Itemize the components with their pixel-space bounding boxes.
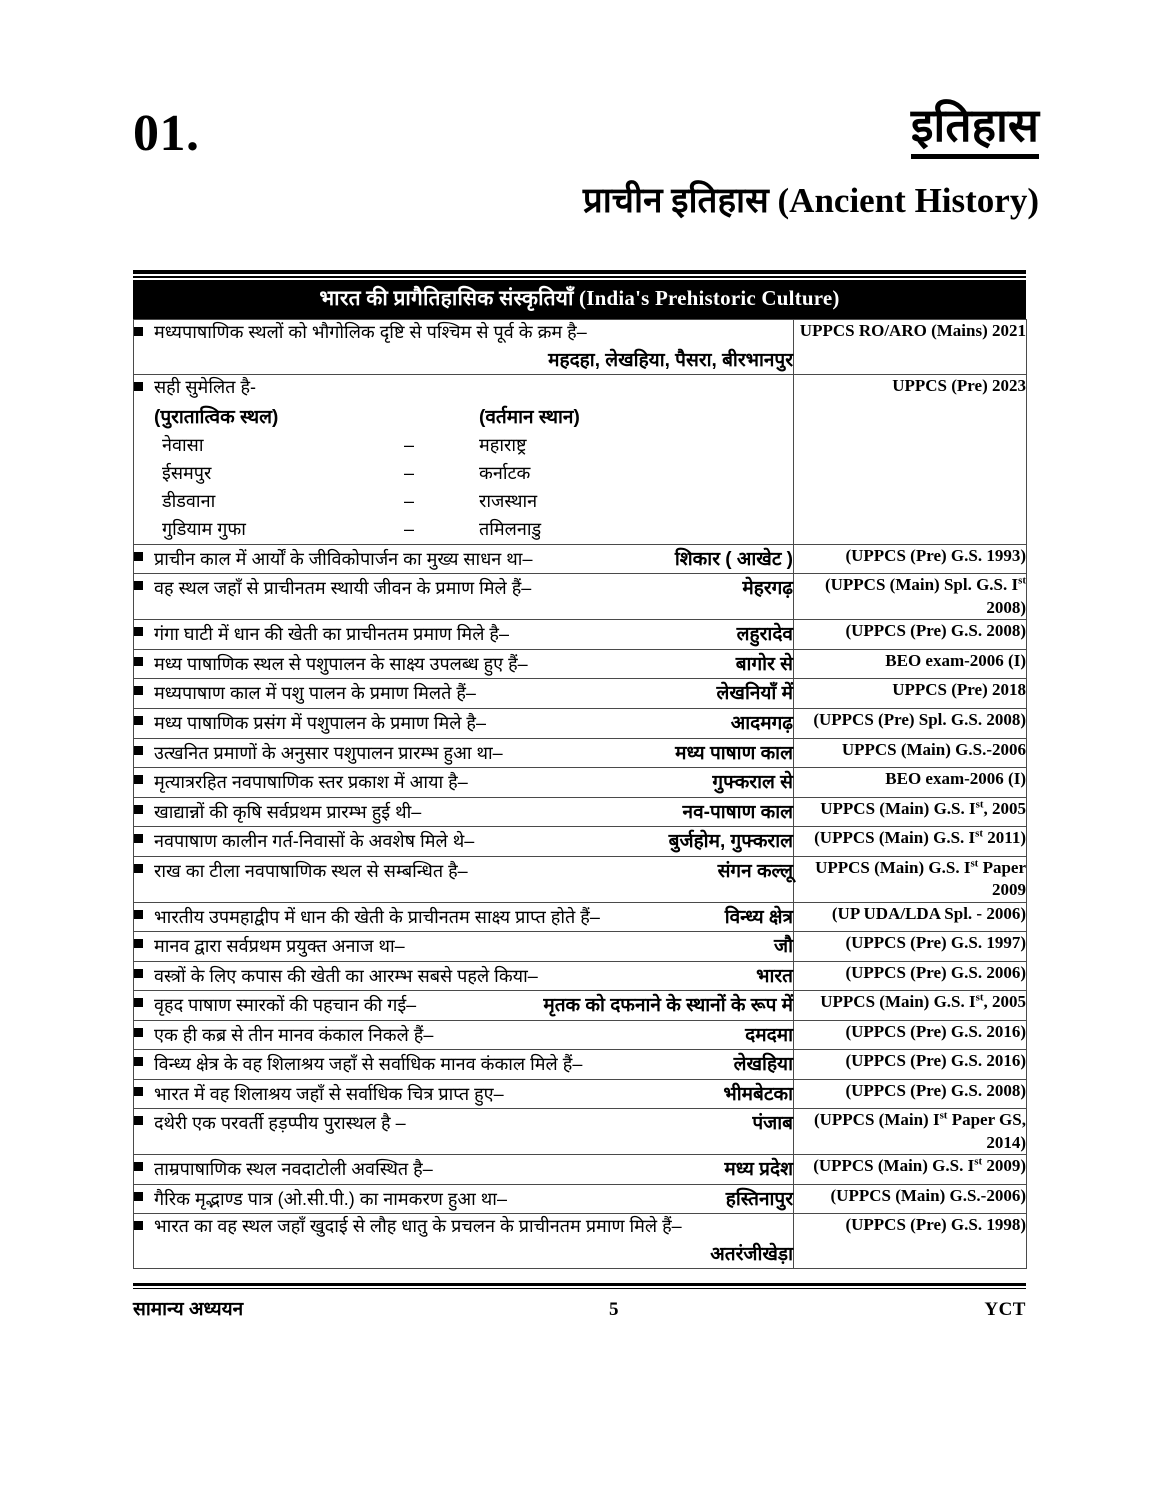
exam-source-cell: (UPPCS (Main) G.S. Ist 2009) <box>794 1155 1027 1185</box>
exam-source-cell: UPPCS (Main) G.S. Ist, 2005 <box>794 797 1027 827</box>
answer-text: दमदमा <box>745 1024 793 1046</box>
exam-source-cell: UPPCS (Main) G.S. Ist, 2005 <box>794 991 1027 1021</box>
section-banner-title: भारत की प्रागैतिहासिक संस्कृतियाँ (India's Prehistoric Culture) <box>133 280 1026 319</box>
table-row <box>134 620 1027 650</box>
question-text: सही सुमेलित है- <box>154 377 256 398</box>
exam-source-cell: (UPPCS (Main) Ist Paper GS, 2014) <box>794 1109 1027 1155</box>
question-body <box>154 709 793 738</box>
question-cell <box>134 320 794 375</box>
question-cell <box>134 708 794 738</box>
question-body <box>154 857 793 886</box>
bullet-icon <box>134 768 154 787</box>
question-body <box>154 1021 793 1050</box>
bullet-icon <box>134 709 154 728</box>
match-dash: – <box>404 435 415 456</box>
exam-source-cell: UPPCS RO/ARO (Mains) 2021 <box>794 320 1027 375</box>
exam-source-cell: (UPPCS (Pre) Spl. G.S. 2008) <box>794 708 1027 738</box>
match-dash: – <box>404 463 415 484</box>
match-site-name: गुडियाम गुफा <box>162 519 246 539</box>
question-cell <box>134 1079 794 1109</box>
table-row <box>134 1184 1027 1214</box>
answer-text: भारत <box>756 965 793 987</box>
bullet-icon <box>134 1109 154 1128</box>
question-body <box>154 827 793 856</box>
bullet-icon <box>134 620 154 639</box>
section-banner-wrap <box>133 270 1026 319</box>
table-row <box>134 961 1027 991</box>
question-body <box>154 962 793 991</box>
question-body <box>154 739 793 768</box>
answer-text: शिकार ( आखेट ) <box>674 548 793 570</box>
question-cell <box>134 797 794 827</box>
bullet-icon <box>134 545 154 564</box>
match-pair-row <box>154 488 793 516</box>
bullet-icon <box>134 932 154 951</box>
match-pair-row <box>154 460 793 488</box>
answer-text: मध्य पाषाण काल <box>675 742 793 764</box>
answer-text: लहुरादेव <box>736 624 793 646</box>
question-text: प्राचीन काल में आर्यों के जीविकोपार्जन का मुख्य साधन था– <box>154 548 533 569</box>
bullet-icon <box>134 1021 154 1040</box>
question-cell <box>134 856 794 902</box>
question-text: खाद्यान्नों की कृषि सर्वप्रथम प्रारम्भ हुई थी– <box>154 801 422 822</box>
questions-table-body <box>134 320 1027 1269</box>
question-cell <box>134 679 794 709</box>
exam-source-cell: (UPPCS (Main) Spl. G.S. Ist 2008) <box>794 574 1027 620</box>
exam-source-cell: UPPCS (Pre) 2018 <box>794 679 1027 709</box>
subject-title: इतिहास <box>911 100 1039 159</box>
table-row <box>134 1079 1027 1109</box>
answer-text: हस्तिनापुर <box>725 1188 793 1210</box>
table-row <box>134 991 1027 1021</box>
question-text: दथेरी एक परवर्ती हड़प्पीय पुरास्थल है – <box>154 1113 406 1134</box>
question-body <box>154 545 793 574</box>
page-number: 5 <box>609 1299 619 1321</box>
bullet-icon <box>134 574 154 593</box>
question-text: भारतीय उपमहाद्वीप में धान की खेती के प्राचीनतम साक्ष्य प्राप्त होते हैं– <box>154 906 600 927</box>
table-row <box>134 797 1027 827</box>
match-site-name: नेवासा <box>162 435 204 456</box>
question-cell <box>134 1020 794 1050</box>
exam-source-cell: (UP UDA/LDA Spl. - 2006) <box>794 902 1027 932</box>
exam-source-cell: (UPPCS (Pre) G.S. 2008) <box>794 620 1027 650</box>
answer-text: आदमगढ़ <box>730 712 793 734</box>
match-location-name: महाराष्ट्र <box>479 435 527 456</box>
answer-text: लेखहिया <box>733 1054 793 1076</box>
question-body <box>154 1185 793 1214</box>
match-header-left: (पुरातात्विक स्थल) <box>154 406 279 428</box>
match-pair-row <box>154 432 793 460</box>
footer-left-label: सामान्य अध्ययन <box>133 1299 244 1321</box>
question-text: वस्त्रों के लिए कपास की खेती का आरम्भ सबसे पहले किया– <box>154 965 538 986</box>
table-row <box>134 375 1027 545</box>
question-text: मध्य पाषाणिक स्थल से पशुपालन के साक्ष्य उपलब्ध हुए हैं– <box>154 653 528 674</box>
bullet-icon <box>134 798 154 817</box>
bullet-icon <box>134 991 154 1010</box>
question-body <box>154 798 793 827</box>
question-body <box>154 574 793 603</box>
answer-text: जौ <box>773 936 793 958</box>
question-text: राख का टीला नवपाषाणिक स्थल से सम्बन्धित है– <box>154 860 468 881</box>
answer-text: महदहा, लेखहिया, पैसरा, बीरभानपुर <box>548 349 793 371</box>
question-text: मानव द्वारा सर्वप्रथम प्रयुक्त अनाज था– <box>154 936 405 957</box>
question-body <box>154 1109 793 1138</box>
question-cell <box>134 1214 794 1269</box>
question-body <box>154 620 793 649</box>
bullet-icon <box>134 1185 154 1204</box>
question-body <box>154 1214 793 1268</box>
chapter-number: 01. <box>133 105 200 162</box>
question-body <box>154 1080 793 1109</box>
exam-source-cell: (UPPCS (Pre) G.S. 2008) <box>794 1079 1027 1109</box>
question-cell <box>134 620 794 650</box>
banner-rule-thin <box>133 276 1026 278</box>
question-cell <box>134 768 794 798</box>
question-text: विन्ध्य क्षेत्र के वह शिलाश्रय जहाँ से सर्वाधिक मानव कंकाल मिले हैं– <box>154 1054 583 1075</box>
match-dash: – <box>404 519 415 539</box>
question-body <box>154 679 793 708</box>
question-cell <box>134 738 794 768</box>
question-text: गंगा घाटी में धान की खेती का प्राचीनतम प्रमाण मिले है– <box>154 624 509 645</box>
match-pair-row <box>154 516 793 544</box>
exam-source-cell: BEO exam-2006 (I) <box>794 768 1027 798</box>
question-text: मृत्यात्ररहित नवपाषाणिक स्तर प्रकाश में आया है– <box>154 772 468 793</box>
page-footer <box>133 1283 1026 1321</box>
bullet-icon <box>134 1214 154 1233</box>
question-text: मध्यपाषाण काल में पशु पालन के प्रमाण मिलते हैं– <box>154 683 476 704</box>
question-cell <box>134 544 794 574</box>
question-text: वह स्थल जहाँ से प्राचीनतम स्थायी जीवन के प्रमाण मिले हैं– <box>154 578 532 599</box>
table-row <box>134 708 1027 738</box>
match-site-name: डीडवाना <box>162 491 216 512</box>
question-cell <box>134 932 794 962</box>
bullet-icon <box>134 903 154 922</box>
bullet-icon <box>134 679 154 698</box>
question-body <box>154 320 793 374</box>
bullet-icon <box>134 857 154 876</box>
answer-text: अतरंजीखेड़ा <box>710 1243 793 1265</box>
answer-text: नव-पाषाण काल <box>682 801 793 823</box>
table-row <box>134 679 1027 709</box>
exam-source-cell: (UPPCS (Pre) G.S. 2016) <box>794 1050 1027 1080</box>
exam-source-cell: (UPPCS (Pre) G.S. 2016) <box>794 1020 1027 1050</box>
table-row <box>134 1155 1027 1185</box>
question-body <box>154 903 793 932</box>
exam-source-cell: UPPCS (Pre) 2023 <box>794 375 1027 545</box>
question-text: गैरिक मृद्भाण्ड पात्र (ओ.सी.पी.) का नामकरण हुआ था– <box>154 1188 507 1209</box>
bullet-icon <box>134 650 154 669</box>
exam-source-cell: UPPCS (Main) G.S.-2006 <box>794 738 1027 768</box>
page-header <box>133 100 1039 258</box>
answer-text: बागोर से <box>735 653 793 675</box>
exam-source-cell: (UPPCS (Pre) G.S. 2006) <box>794 961 1027 991</box>
table-row <box>134 649 1027 679</box>
exam-source-cell: (UPPCS (Main) G.S.-2006) <box>794 1184 1027 1214</box>
match-location-name: राजस्थान <box>479 491 538 512</box>
answer-text: मृतक को दफनाने के स्थानों के रूप में <box>543 995 793 1017</box>
question-body <box>154 650 793 679</box>
answer-text: बुर्जहोम, गुफ्कराल <box>668 831 793 853</box>
answer-text: मेहरगढ़ <box>742 578 793 600</box>
question-text: उत्खनित प्रमाणों के अनुसार पशुपालन प्रारम्भ हुआ था– <box>154 742 503 763</box>
answer-text: मध्य प्रदेश <box>724 1159 793 1181</box>
question-body <box>154 375 793 544</box>
bullet-icon <box>134 1155 154 1174</box>
question-body <box>154 1155 793 1184</box>
answer-text: लेखनियाँ में <box>716 683 793 705</box>
question-cell <box>134 1155 794 1185</box>
match-header-right: (वर्तमान स्थान) <box>479 406 580 428</box>
answer-text: पंजाब <box>752 1113 793 1135</box>
question-cell <box>134 574 794 620</box>
table-row <box>134 574 1027 620</box>
question-text: वृहद पाषाण स्मारकों की पहचान की गई– <box>154 995 417 1016</box>
footer-rule-top <box>133 1283 1026 1286</box>
table-row <box>134 1050 1027 1080</box>
question-body <box>154 932 793 961</box>
exam-source-cell: UPPCS (Main) G.S. Ist Paper 2009 <box>794 856 1027 902</box>
question-text: भारत का वह स्थल जहाँ खुदाई से लौह धातु के प्रचलन के प्राचीनतम प्रमाण मिले हैं– <box>154 1216 682 1237</box>
table-row <box>134 738 1027 768</box>
bullet-icon <box>134 739 154 758</box>
match-list <box>154 404 793 544</box>
question-cell <box>134 649 794 679</box>
match-site-name: ईसमपुर <box>162 463 212 484</box>
bullet-icon <box>134 1050 154 1069</box>
match-header-gap <box>404 404 479 433</box>
table-row <box>134 544 1027 574</box>
bullet-icon <box>134 375 154 394</box>
question-body <box>154 1050 793 1079</box>
table-row <box>134 932 1027 962</box>
table-row <box>134 1214 1027 1269</box>
match-location-name: तमिलनाडु <box>479 519 542 539</box>
question-cell <box>134 961 794 991</box>
question-text: ताम्रपाषाणिक स्थल नवदाटोली अवस्थित है– <box>154 1159 433 1180</box>
question-cell <box>134 375 794 545</box>
exam-source-cell: (UPPCS (Main) G.S. Ist 2011) <box>794 827 1027 857</box>
answer-text: विन्ध्य क्षेत्र <box>724 906 793 928</box>
exam-source-cell: (UPPCS (Pre) G.S. 1993) <box>794 544 1027 574</box>
question-text: एक ही कब्र से तीन मानव कंकाल निकले हैं– <box>154 1024 434 1045</box>
question-cell <box>134 827 794 857</box>
question-text: मध्य पाषाणिक प्रसंग में पशुपालन के प्रमाण मिले है– <box>154 712 486 733</box>
exam-source-cell: (UPPCS (Pre) G.S. 1997) <box>794 932 1027 962</box>
question-body <box>154 991 793 1020</box>
questions-table <box>133 319 1027 1269</box>
answer-text: गुफ्कराल से <box>712 772 793 794</box>
question-text: मध्यपाषाणिक स्थलों को भौगोलिक दृष्टि से पश्चिम से पूर्व के क्रम है– <box>154 322 587 343</box>
match-location-name: कर्नाटक <box>479 463 531 484</box>
chapter-title: प्राचीन इतिहास (Ancient History) <box>582 181 1039 220</box>
question-cell <box>134 1050 794 1080</box>
table-row <box>134 1020 1027 1050</box>
bullet-icon <box>134 1080 154 1099</box>
match-list-header <box>154 404 793 433</box>
bullet-icon <box>134 962 154 981</box>
answer-text: भीमबेटका <box>723 1083 793 1105</box>
table-row <box>134 1109 1027 1155</box>
table-row <box>134 320 1027 375</box>
question-cell <box>134 1109 794 1155</box>
table-row <box>134 856 1027 902</box>
banner-rule-top <box>133 270 1026 274</box>
bullet-icon <box>134 320 154 339</box>
table-row <box>134 827 1027 857</box>
publisher-mark: YCT <box>984 1299 1026 1321</box>
question-cell <box>134 991 794 1021</box>
question-cell <box>134 902 794 932</box>
exam-source-cell: BEO exam-2006 (I) <box>794 649 1027 679</box>
bullet-icon <box>134 827 154 846</box>
question-cell <box>134 1184 794 1214</box>
question-text: नवपाषाण कालीन गर्त-निवासों के अवशेष मिले थे– <box>154 831 475 852</box>
table-row <box>134 768 1027 798</box>
match-dash: – <box>404 491 415 512</box>
answer-text: संगन कल्लू <box>717 860 793 882</box>
question-body <box>154 768 793 797</box>
question-text: भारत में वह शिलाश्रय जहाँ से सर्वाधिक चित्र प्राप्त हुए– <box>154 1083 504 1104</box>
exam-source-cell: (UPPCS (Pre) G.S. 1998) <box>794 1214 1027 1269</box>
table-row <box>134 902 1027 932</box>
